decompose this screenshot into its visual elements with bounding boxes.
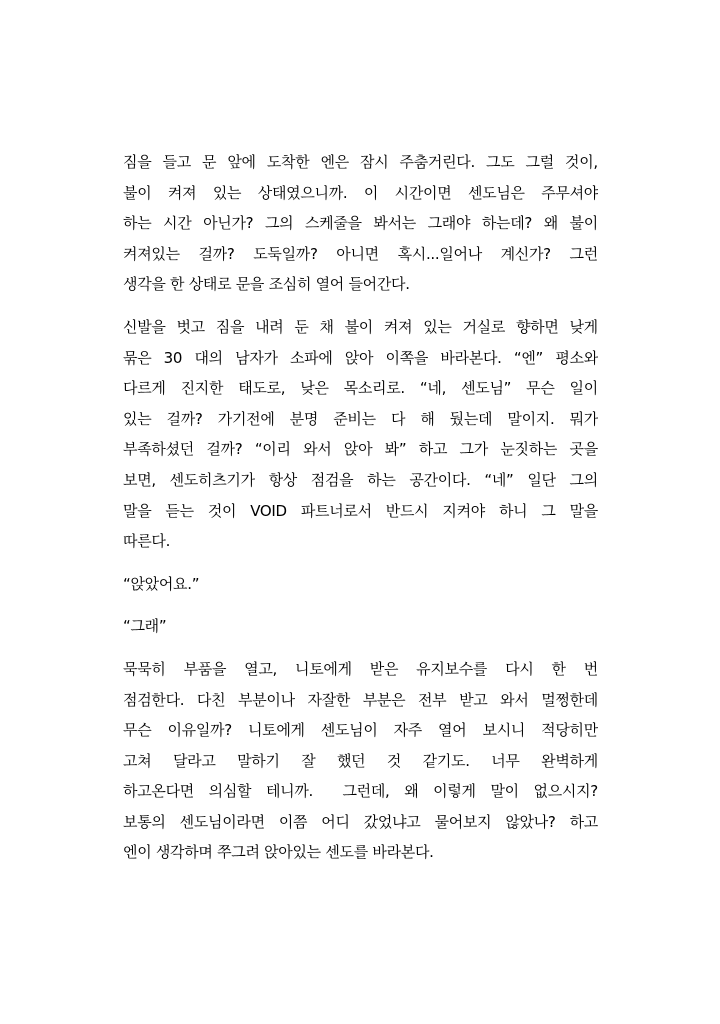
text-line: 부족하셨던 걸까? “이리 와서 앉아 봐” 하고 그가 눈짓하는 곳을	[123, 440, 598, 459]
text-line: 하고온다면 의심할 테니까. 그런데, 왜 이렇게 말이 없으시지?	[123, 782, 598, 801]
paragraph-gap	[123, 557, 598, 569]
text-line: 보통의 센도님이라면 이쯤 어디 갔었냐고 물어보지 않았나? 하고	[123, 812, 598, 831]
text-line: 무슨 이유일까? 니토에게 센도님이 자주 열어 보시니 적당히만	[123, 721, 598, 740]
text-line: 짐을 들고 문 앞에 도착한 엔은 잠시 주춤거린다. 그도 그럴 것이,	[123, 153, 598, 171]
paragraph-gap	[123, 642, 598, 654]
paragraph-3	[123, 569, 598, 600]
text-line: 엔이 생각하며 쭈그려 앉아있는 센도를 바라본다.	[123, 843, 434, 862]
text-line: 보면, 센도히츠기가 항상 점검을 하는 공간이다. “네” 일단 그의	[123, 470, 598, 489]
text-line: 점검한다. 다친 부분이나 자잘한 부분은 전부 받고 와서 멀쩡한데	[123, 690, 598, 709]
paragraph-1	[123, 147, 598, 300]
paragraph-5	[123, 654, 598, 868]
text-line: 불이 켜져 있는 상태였으니까. 이 시간이면 센도님은 주무셔야	[123, 183, 598, 202]
dialogue-line: “앉았어요.”	[123, 574, 200, 593]
text-line: 켜져있는 걸까? 도둑일까? 아니면 혹시...일어나 계신가? 그런	[123, 244, 598, 263]
text-line: 하는 시간 아닌가? 그의 스케줄을 봐서는 그래야 하는데? 왜 불이	[123, 214, 598, 233]
text-line: 신발을 벗고 짐을 내려 둔 채 불이 켜져 있는 거실로 향하면 낮게	[123, 317, 598, 336]
text-body	[123, 147, 598, 868]
text-line: 묶은 30 대의 남자가 소파에 앉아 이쪽을 바라본다. “엔” 평소와	[123, 348, 598, 367]
text-line: 말을 듣는 것이 VOID 파트너로서 반드시 지켜야 하니 그 말을	[123, 501, 598, 520]
text-line: 생각을 한 상태로 문을 조심히 열어 들어간다.	[123, 275, 410, 294]
paragraph-4	[123, 611, 598, 642]
paragraph-2	[123, 312, 598, 557]
text-line: 다르게 진지한 태도로, 낮은 목소리로. “네, 센도님” 무슨 일이	[123, 379, 598, 398]
dialogue-line: “그래”	[123, 617, 167, 636]
paragraph-gap	[123, 300, 598, 312]
text-line: 묵묵히 부품을 열고, 니토에게 받은 유지보수를 다시 한 번	[123, 659, 598, 678]
text-line: 따른다.	[123, 532, 171, 551]
paragraph-gap	[123, 599, 598, 611]
text-line: 있는 걸까? 가기전에 분명 준비는 다 해 뒀는데 말이지. 뭐가	[123, 409, 598, 428]
text-line: 고쳐 달라고 말하기 잘 했던 것 같기도. 너무 완벽하게	[123, 751, 598, 770]
